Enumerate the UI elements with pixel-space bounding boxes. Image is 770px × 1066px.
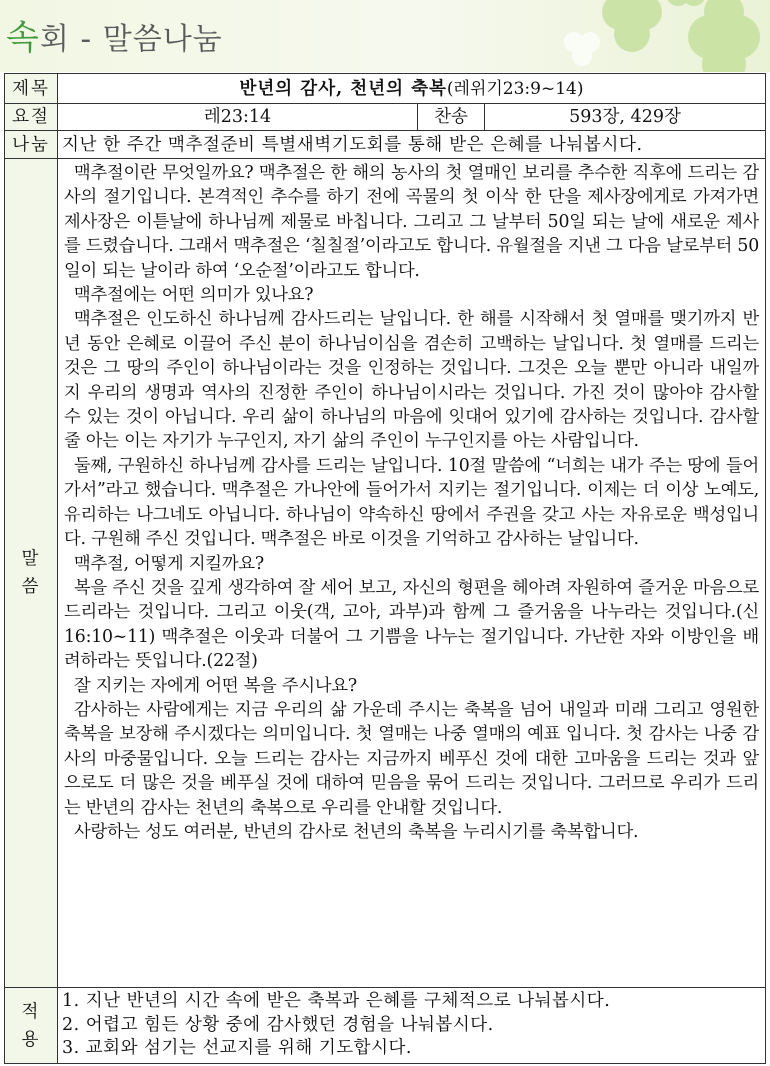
summary-row [5,104,766,131]
header-banner [0,0,770,72]
summary-verse: 레23:14 [58,104,418,131]
apply-item: 1. 지난 반년의 시간 속에 받은 축복과 은혜를 구체적으로 나눠봅시다. [62,991,611,1012]
sermon-reference: (레위기23:9~14) [446,78,584,99]
header-title-text: 회 - 말씀나눔 [39,22,223,57]
word-row [5,159,766,988]
title-label: 제목 [5,74,58,104]
sermon-paragraph: 맥추절이란 무엇일까요? 맥추절은 한 해의 농사의 첫 열매인 보리를 추수한 직후에 드리는 감사의 절기입니다. 본격적인 추수를 하기 전에 곡물의 첫 이삭 한 단을 제사장에게로 가져가면 제사장은 이튿날에 하나님께 제물로 바칩니다. 그리고 그 날부터 50일 되는 날에 새로운 제사를 드렸습니다. 그래서 맥추절은 ‘칠칠절’이라고도 합니다. 유월절을 지낸 그 다음 날로부터 50일이 되는 날이라 하여 ‘오순절’이라고도 합니다. [64,163,759,281]
apply-item: 2. 어렵고 힘든 상황 중에 감사했던 경험을 나눠봅시다. [62,1014,494,1035]
sermon-paragraph: 둘째, 구원하신 하나님께 감사를 드리는 날입니다. 10절 말씀에 “너희는 내가 주는 땅에 들어가서”라고 했습니다. 맥추절은 가나안에 들어가서 지키는 절기입니다. 이제는 더 이상 노예도, 유리하는 나그네도 아닙니다. 하나님이 약속하신 땅에서 주권을 갖고 사는 자유로운 백성입니다. 구원해 주신 것입니다. 맥추절은 바로 이것을 기억하고 감사하는 날입니다. [64,455,759,550]
share-text: 지난 한 주간 맥추절준비 특별새벽기도회를 통해 받은 은혜를 나눠봅시다. [58,131,766,159]
apply-item: 3. 교회와 섬기는 선교지를 위해 기도합시다. [62,1038,412,1059]
sermon-paragraph: 잘 지키는 자에게 어떤 복을 주시나요? [74,675,357,696]
sermon-title-cell [58,74,766,104]
apply-label: 적 용 [5,988,58,1064]
hymn-value: 593장, 429장 [485,104,766,131]
apply-list [58,988,766,1064]
summary-label: 요절 [5,104,58,131]
sermon-paragraph: 사랑하는 성도 여러분, 반년의 감사로 천년의 축복을 누리시기를 축복합니다. [74,821,639,842]
sermon-body [58,159,766,988]
sermon-paragraph: 맥추절에는 어떤 의미가 있나요? [74,285,314,306]
sermon-paragraph: 감사하는 사람에게는 지금 우리의 삶 가운데 주시는 축복을 넘어 내일과 미래 그리고 영원한 축복을 보장해 주시겠다는 의미입니다. 첫 열매는 나중 열매의 예표 입니다. 첫 감사는 나중 감사의 마중물입니다. 오늘 드리는 감사는 지금까지 베푸신 것에 대한 고마움을 드리는 것과 앞으로도 더 많은 것을 베푸실 것에 대하여 믿음을 묶어 드리는 것입니다. 그러므로 우리가 드리는 반년의 감사는 천년의 축복으로 우리를 안내할 것입니다. [64,699,759,818]
apply-row [5,988,766,1064]
hymn-label: 찬송 [418,104,485,131]
worksheet-table [4,73,766,1064]
page-header-title [6,10,223,59]
word-label: 말 씀 [5,159,58,988]
title-row [5,74,766,104]
sermon-paragraph: 복을 주신 것을 깊게 생각하여 잘 세어 보고, 자신의 형편을 헤아려 자원하여 즐거운 마음으로 드리라는 것입니다. 그리고 이웃(객, 고아, 과부)과 함께 그 즐거움을 나누라는 것입니다.(신16:10~11) 맥추절은 이웃과 더불어 그 기쁨을 나누는 절기입니다. 가난한 자와 이방인을 배려하라는 뜻입니다.(22절) [64,577,759,672]
share-row [5,131,766,159]
share-label: 나눔 [5,131,58,159]
clover-decoration-icon [560,0,770,72]
sermon-paragraph: 맥추절은 인도하신 하나님께 감사드리는 날입니다. 한 해를 시작해서 첫 열매를 맺기까지 반 년 동안 은혜로 이끌어 주신 분이 하나님이심을 겸손히 고백하는 날입니다. 첫 열매를 드리는 것은 그 땅의 주인이 하나님이라는 것을 인정하는 것입니다. 그것은 오늘 뿐만 아니라 내일까지 우리의 생명과 역사의 진정한 주인이 하나님이시라는 것입니다. 가진 것이 많아야 감사할 수 있는 것이 아닙니다. 우리 삶이 하나님의 마음에 잇대어 있기에 감사하는 것입니다. 감사할 줄 아는 이는 자기가 누구인지, 자기 삶의 주인이 누구인지를 아는 사람입니다. [64,309,759,452]
sermon-title: 반년의 감사, 천년의 축복 [239,78,447,99]
header-accent-char: 속 [6,18,40,58]
sermon-paragraph: 맥추절, 어떻게 지킬까요? [74,553,264,574]
